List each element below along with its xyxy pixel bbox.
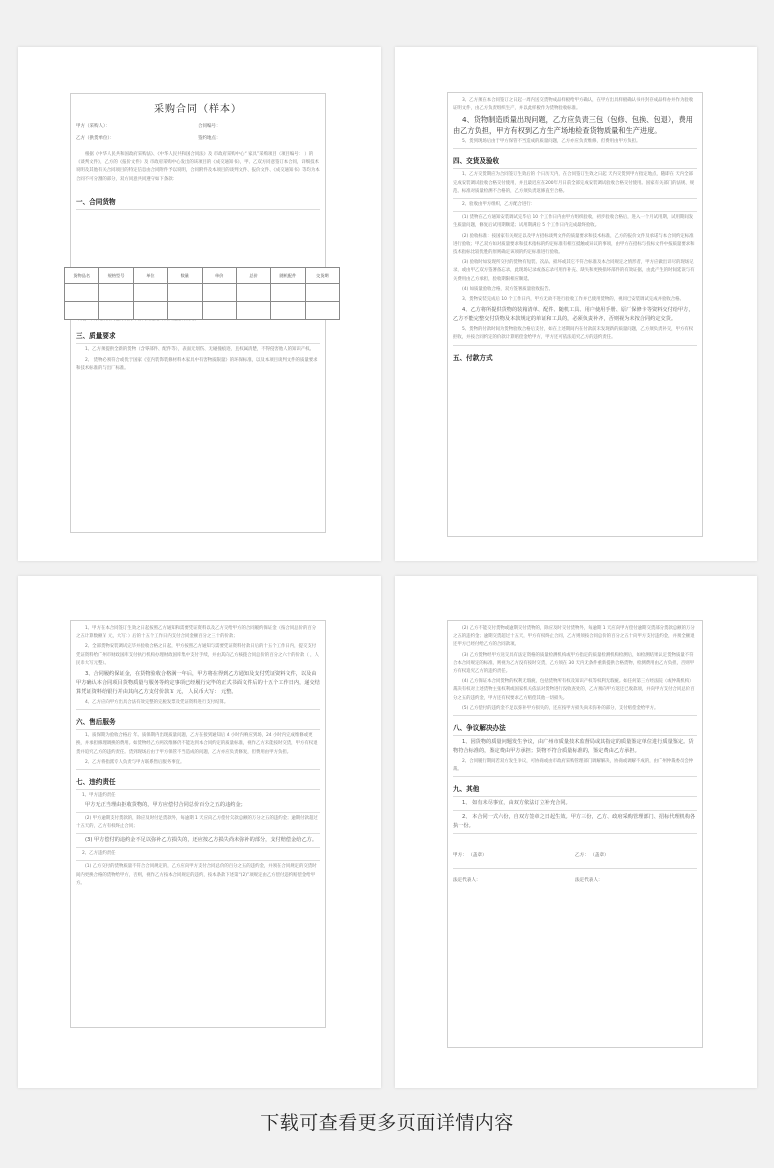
quality-item: 4、货物制造质量出现问题，乙方应负责三包（包修、包换、包退），费用由乙方负担，甲方有权到乙方生产场地检查货物质量和生产进度。 bbox=[453, 115, 693, 135]
breach-item: (3) 甲方偿付的违约金不足以弥补乙方损失的，还应按乙方损失尚未弥补的部分，支付赔偿金给乙方。 bbox=[85, 836, 318, 843]
representative-row bbox=[453, 877, 697, 883]
party-a-representative: 法定代表人： bbox=[453, 878, 481, 884]
payment-item: 3、合同履约保证金，在货物验收合格满一年后，甲方将在得到乙方通知及支付凭证资料文件，以及由甲方确认本合同项目货物质量与服务等约定事项已经履行完毕的正式书面文件后的十五个工作日内，递交结算凭证资料给银行并由其向乙方支付价款￥ 元， 人民币大写： 元整。 bbox=[76, 671, 320, 696]
acceptance-item: (2) 验收标准：按国家有关规定以及甲方招标谈判文件的质量要求和技术标准，乙方的报价文件及承诺与本合同约定标准进行验收；甲乙双方如对质量要求和技术指标的约定标准有相互抵触或异议的事项，由甲方在招标与投标文件中按质量要求和技术指标比较优胜的原则确定该项的约定标准进行验收。 bbox=[453, 233, 695, 256]
section-heading: 一、合同货物 bbox=[76, 197, 116, 206]
table-header-row bbox=[65, 268, 340, 284]
document-page-3 bbox=[18, 576, 381, 1088]
signature-row bbox=[453, 852, 697, 858]
page-content bbox=[447, 92, 703, 537]
subsection-heading: 2、乙方违约责任 bbox=[82, 850, 116, 856]
breach-item: (3) 乙方货物经甲方送交具有法定资格的质量检测机构或甲方指定的质量检测机构检测后，如检测结果认定货物质量不符合本合同规定的标准，则视为乙方没有按时交货，乙方须在 30 天内无条件重新提供合格货物，检测费用由乙方负担，否则甲方有权追究乙方的违约责任。 bbox=[453, 652, 695, 675]
dispute-item: 1、因货物的质量问题发生争议，由广州市质量技术监督局或其指定的质量鉴定单位进行质量鉴定。货物符合标准的，鉴定费由甲方承担；货物不符合质量标准的，鉴定费由乙方承担。 bbox=[453, 739, 694, 755]
quality-item: 5、货到现场后由于甲方保管不当造成的质量问题，乙方亦应负责维修，但费用由甲方负担。 bbox=[462, 139, 641, 145]
service-item: 2、乙方将指派专人负责与甲方联系售后服务事宜。 bbox=[85, 759, 185, 765]
acceptance-item: (1) 货物在乙方通知安装调试完毕后 10 个工作日内由甲方组织验收，初步验收合格后，进入一个月试用期，试用期间发生质量问题，修复后试用期顺延；试用期满后 5 个工作日内完成最终验收。 bbox=[453, 215, 694, 229]
document-page-1 bbox=[18, 47, 381, 561]
service-item: 1、质保期为验收合格后 年。质保期内出现质量问题，乙方在接到通知后 4 小时内响应到场，24 小时内完成维修或更换，并承担修理调换的费用。如货物经乙方两次维修仍不能达到本合同约定的质量标准，视作乙方未能按时交货，甲方有权退货并追究乙方的违约责任。货到现场后由于甲方保管不当造成的问题，乙方亦应负责修复，但费用由甲方负担。 bbox=[76, 733, 318, 755]
table-header-cell: 交货期 bbox=[305, 268, 339, 284]
delivery-item: 2、验收由甲方组织，乙方配合进行： bbox=[462, 202, 536, 208]
section-heading: 六、售后服务 bbox=[76, 718, 116, 727]
delivery-item: 5、货物的付款时间为货物验收合格后支付，如在上述期间内在付款前未发现新的质量问题，乙方须负责补交，甲方有权拒收，并按合同约定的价款计算赔偿金给甲方，甲方还可依法追究乙方的违约责任。 bbox=[453, 327, 694, 341]
contract-no-label: 合同编号： bbox=[198, 124, 221, 129]
other-item: 1、 如有未尽事宜，由双方依法订立补充合同。 bbox=[462, 800, 571, 807]
other-item: 2、 本合同一式六份，自双方签章之日起生效。甲方三份，乙方、政府采购管理部门、招标代理机构各执一份。 bbox=[453, 814, 696, 830]
section-heading: 四、交货及验收 bbox=[453, 157, 500, 166]
payment-item: 4、乙方应向甲方出具合法有效完整的完税发票及凭证资料进行支付结算。 bbox=[85, 700, 229, 706]
breach-item: (1) 乙方交付的货物质量不符合合同规定的，乙方应向甲方支付合同总价的百分之五的违约金，并须在合同规定的交货时间内更换合格的货物给甲方，否则，视作乙方按本合同规定的违约，按本条款下述第“(2)”项规定由乙方偿付违约赔偿金给甲方。 bbox=[76, 864, 317, 886]
subsection-heading: 1、甲方违约责任 bbox=[82, 793, 116, 799]
party-b-sign-label: 乙方： bbox=[575, 853, 589, 859]
table-header-cell: 规格型号 bbox=[99, 268, 133, 284]
party-b-seal: （盖章） bbox=[590, 853, 609, 859]
breach-item: (2) 乙方不能交付货物或逾期交付货物的，除应及时交付货物外，每逾期 1 天应向甲方偿付逾期交货部分货款总额的万分之五的违约金；逾期交货超过十五天，甲方有权终止合同，乙方则须按合同总价的百分之五十向甲方支付违约金，并须全额退还甲方已经付给乙方的合同款项。 bbox=[453, 626, 695, 648]
section-heading: 八、争议解决办法 bbox=[453, 724, 506, 733]
dispute-item: 2、合同履行期间若双方发生争议，可协商或由市政府采购管理部门调解解决，协商或调解不成的，由广州仲裁委员会仲裁。 bbox=[453, 759, 694, 773]
table-header-cell: 单位 bbox=[133, 268, 167, 284]
acceptance-item: (4) 如质量验收合格，双方签署质量验收报告。 bbox=[462, 286, 554, 292]
party-b-representative: 法定代表人： bbox=[575, 878, 603, 884]
payment-item: 1、甲方在本合同签订生效之日起按照乙方通知和需要凭证资料以及乙方交给甲方的合同履约保证金（按合同总价的百分之五计算数额￥ 元，大写：）后的十五个工作日内支付合同金额百分之三十的价款； bbox=[76, 626, 317, 640]
table-header-cell: 总价 bbox=[236, 268, 270, 284]
party-b-label: 乙方（供货单位）： bbox=[76, 136, 115, 141]
payment-item: 2、全部货物安装调试完毕并验收合格之日起，甲方按照乙方通知与需要凭证资料付款日后的十五个工作日内，提交支付凭证资料给广州市财政国库支付执行机构办理财政国库集中支付手续，并由其向乙方核拨合同总价的百分之六十的价款（ ，人民币大写元整）。 bbox=[76, 644, 319, 666]
table-row bbox=[65, 284, 340, 302]
breach-item: 甲方无正当理由拒收货物的，甲方应偿付合同总价百分之五的违约金； bbox=[85, 801, 246, 808]
contract-title: 采购合同（样本） bbox=[154, 104, 242, 115]
party-a-seal: （盖章） bbox=[468, 853, 487, 859]
sign-place-label: 签约地点： bbox=[198, 136, 221, 141]
table-header-cell: 数量 bbox=[168, 268, 202, 284]
section-heading: 三、质量要求 bbox=[76, 332, 116, 341]
party-a-label: 甲方（采购人）： bbox=[76, 124, 110, 129]
table-header-cell: 随机配件 bbox=[271, 268, 305, 284]
breach-item: (4) 乙方保证本合同货物的权利无瑕疵，包括货物所有权及知识产权等权利无瑕疵。如任何第三方经法院（或仲裁机构）裁决有权对上述货物主张权利或国家机关依法对货物进行没收查处的，乙方须向甲方返还已收款项，并向甲方支付合同总价百分之五的违约金，甲方还有权要求乙方赔偿其他一切损失。 bbox=[453, 679, 695, 701]
download-prompt-text: 下载可查看更多页面详情内容 bbox=[260, 1112, 514, 1134]
page-content bbox=[70, 620, 326, 1028]
intro-paragraph: 根据《中华人民共和国政府采购法》、《中华人民共和国合同法》及 市政府采购中心“ 家具”采购项目（项目编号： ）的《谈判文件》，乙方的《报价文件》及 市政府采购中心发出的该项目的《成交通知书》，甲、乙双方同意签订本合同，详细技术说明及其他有关合同项目的特定信息由合同附件予以说明，合同附件及本项目的谈判文件、报价文件、《成交通知书》等均为本合同不可分割的部分，双方同意共同遵守如下条款： bbox=[76, 152, 320, 182]
goods-table bbox=[64, 267, 340, 320]
acceptance-item: (3) 验收时如发现所交付的货物有短装、次品、损坏或其它不符合标准及本合同规定之情形者，甲方应做出详尽的现场记录，或由甲乙双方签署备忘录，此现场记录或备忘录可用作补充、缺失和更换损坏部件的有效证据，由此产生的时间延误与有关费用由乙方承担，验收期限相应顺延。 bbox=[453, 260, 695, 282]
breach-item: (2) 甲方逾期支付货款的，除应及时付足货款外，每逾期 1 天应向乙方偿付欠款总额的万分之五的违约金；逾期付款超过十五天的，乙方有权终止合同； bbox=[76, 815, 318, 829]
quality-item: 1、乙方须提供全新的货物（含零部件、配件等），表面无划伤、无碰撞痕迹，且权属清楚，不得侵害他人的知识产权。 bbox=[85, 347, 314, 353]
delivery-item: 4、乙方将所提供货物的装箱清单、配件、随机工具、用户使用手册、原厂保修卡等资料交付给甲方，乙方不能完整交付货物及本款规定的单证和工具的，必须负责补齐，否则视为未按合同约定交货。 bbox=[453, 307, 694, 323]
party-a-sign-label: 甲方： bbox=[453, 853, 467, 859]
section-heading: 九、其他 bbox=[453, 785, 480, 794]
quality-item: 2、 货物必须符合或优于国家《室内装饰装修材料木家具中有害物质限量》的环保标准，以及本项目谈判文件的质量要求和技术标准的与出厂标准。 bbox=[76, 357, 318, 371]
delivery-item: 3、货物安装完成后 10 个工作日内，甲方无故不进行验收工作并已使用货物的，视同已安装调试完成并验收合格。 bbox=[462, 297, 684, 303]
delivery-item: 1、乙方交货期应为合同签订生效后的 个日历天内，在合同签订生效之日起 天内交货到甲方指定地点，随即在 天内全部完成安装调试验收合格交付使用，并且最迟应在200年月日前全部完成安装调试验收合格交付使用。国家有关部门的法规、规范、标准对质量检测不合格的，乙方须负责返修直至合格。 bbox=[453, 172, 695, 194]
document-page-2 bbox=[395, 47, 757, 561]
section-heading: 七、违约责任 bbox=[76, 778, 116, 787]
quality-item: 3、乙方须在本合同签订之日起一周内送交货物成品样板给甲方确认，在甲方出具样板确认书并封存成品样办并作为验收证明文件，由乙方负责组织生产，并以此样板作为货物验收标准。 bbox=[453, 98, 694, 112]
section-heading: 五、付款方式 bbox=[453, 353, 493, 362]
table-header-cell: 货物品名 bbox=[65, 268, 99, 284]
breach-item: (5) 乙方偿付的违约金不足以弥补甲方损失的，还应按甲方损失尚未弥补的部分，支付赔偿金给甲方。 bbox=[462, 705, 659, 711]
page-content bbox=[447, 620, 703, 1048]
document-page-4 bbox=[395, 576, 757, 1088]
table-row bbox=[65, 302, 340, 320]
table-header-cell: 单价 bbox=[202, 268, 236, 284]
